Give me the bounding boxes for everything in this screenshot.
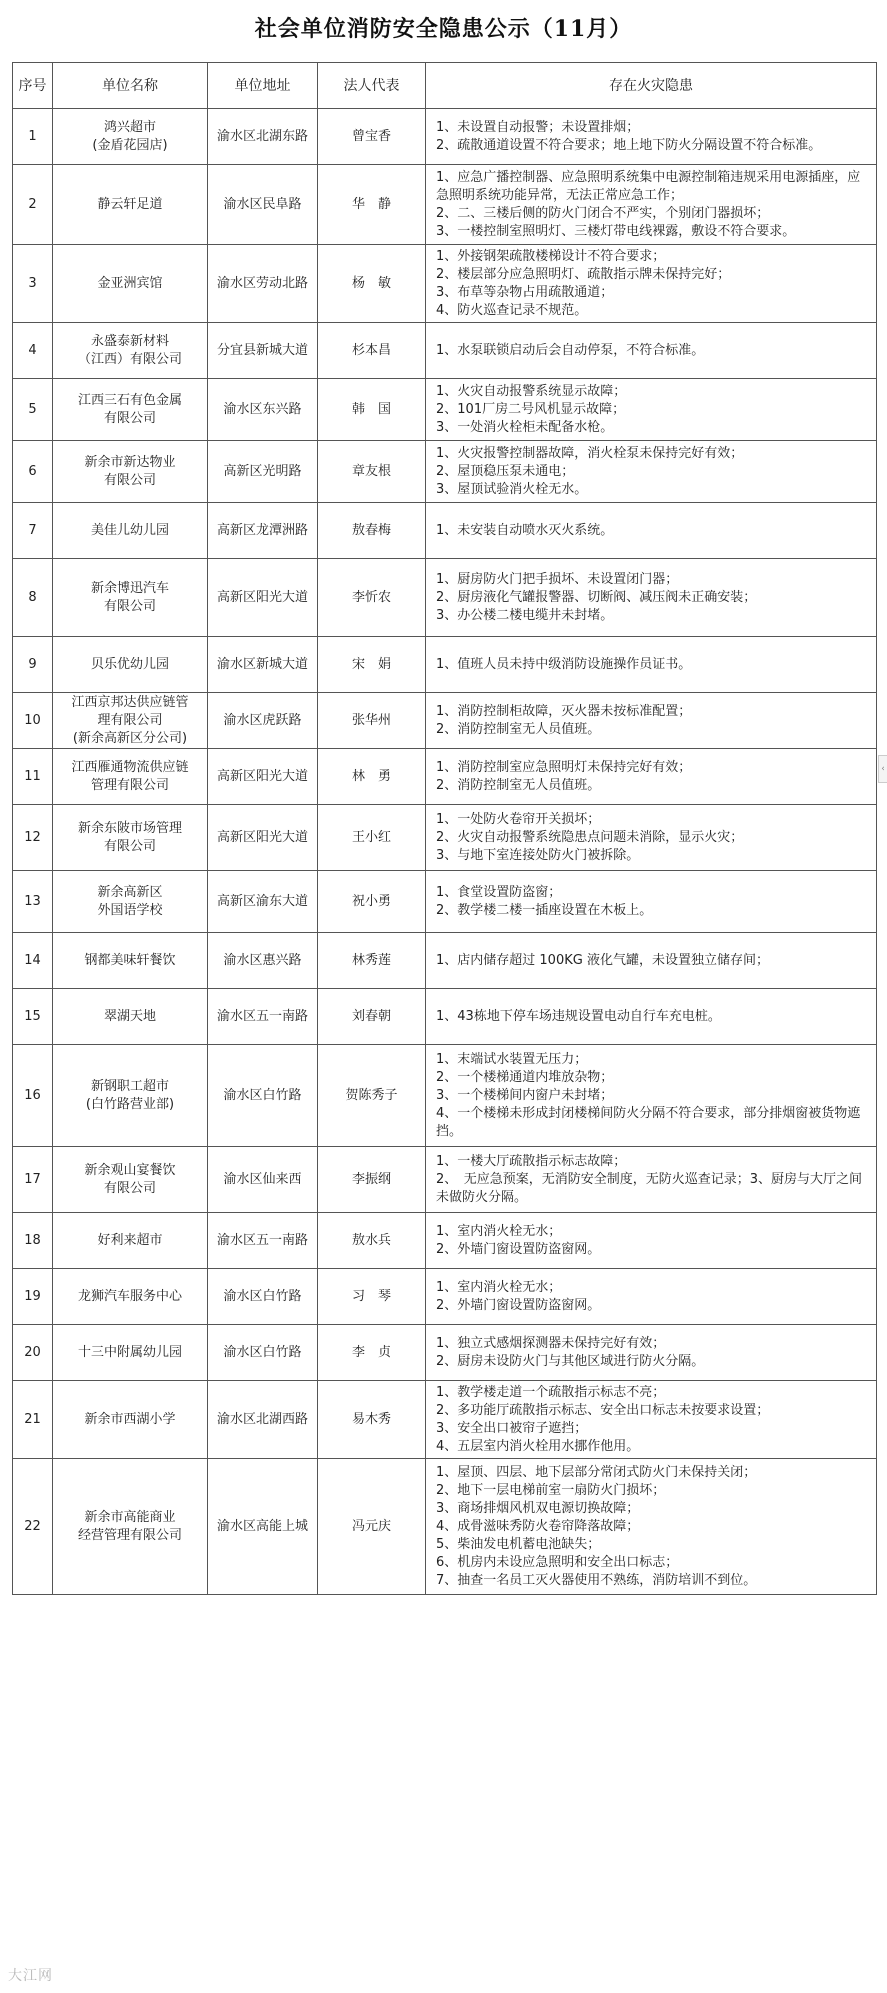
header-address: 单位地址 bbox=[208, 63, 318, 109]
cell-rep: 韩 国 bbox=[318, 379, 426, 441]
table-row bbox=[13, 503, 877, 559]
cell-unit bbox=[53, 1381, 208, 1459]
cell-unit bbox=[53, 1325, 208, 1381]
hazard-item: 1、独立式感烟探测器未保持完好有效； bbox=[436, 1335, 666, 1351]
cell-hazards bbox=[426, 1269, 877, 1325]
cell-address: 分宜县新城大道 bbox=[208, 323, 318, 379]
cell-unit bbox=[53, 379, 208, 441]
table-row bbox=[13, 805, 877, 871]
unit-name-line: 管理有限公司 bbox=[90, 777, 169, 793]
hazard-item: 1、一楼大厅疏散指示标志故障； bbox=[436, 1153, 627, 1169]
hazard-item: 1、屋顶、四层、地下层部分常闭式防火门未保持关闭； bbox=[436, 1464, 757, 1480]
cell-address: 渝水区北湖东路 bbox=[208, 109, 318, 165]
table-row bbox=[13, 165, 877, 245]
watermark: 大江网 bbox=[8, 1968, 53, 1984]
cell-rep: 敖春梅 bbox=[318, 503, 426, 559]
unit-name-line: 江西三石有色金属 bbox=[77, 392, 182, 408]
hazard-item: 3、一处消火栓柜未配备水枪。 bbox=[436, 419, 614, 435]
unit-name-line: 金亚洲宾馆 bbox=[97, 275, 163, 291]
unit-name-line: 新余观山宴餐饮 bbox=[84, 1162, 176, 1178]
cell-rep: 李振纲 bbox=[318, 1147, 426, 1213]
hazard-item: 1、未安装自动喷水灭火系统。 bbox=[436, 522, 614, 538]
cell-hazards bbox=[426, 637, 877, 693]
table-row bbox=[13, 441, 877, 503]
unit-name-line: 江西京邦达供应链管 bbox=[71, 694, 189, 710]
cell-no: 10 bbox=[13, 693, 53, 749]
table-row bbox=[13, 1045, 877, 1147]
hazard-item: 1、火灾自动报警系统显示故障； bbox=[436, 383, 627, 399]
hazard-item: 1、外接钢架疏散楼梯设计不符合要求； bbox=[436, 248, 666, 264]
hazard-item: 2、火灾自动报警系统隐患点问题未消除，显示火灾； bbox=[436, 829, 744, 845]
unit-name-line: (金盾花园店) bbox=[92, 137, 168, 153]
hazard-item: 3、布草等杂物占用疏散通道； bbox=[436, 284, 614, 300]
table-row bbox=[13, 559, 877, 637]
cell-address: 高新区阳光大道 bbox=[208, 749, 318, 805]
cell-no: 17 bbox=[13, 1147, 53, 1213]
cell-hazards bbox=[426, 805, 877, 871]
unit-name-line: （江西）有限公司 bbox=[77, 351, 182, 367]
cell-address: 高新区阳光大道 bbox=[208, 805, 318, 871]
cell-hazards bbox=[426, 1325, 877, 1381]
cell-address: 渝水区虎跃路 bbox=[208, 693, 318, 749]
cell-address: 渝水区东兴路 bbox=[208, 379, 318, 441]
cell-rep: 张华州 bbox=[318, 693, 426, 749]
cell-no: 4 bbox=[13, 323, 53, 379]
cell-hazards bbox=[426, 503, 877, 559]
hazard-item: 4、五层室内消火栓用水挪作他用。 bbox=[436, 1438, 640, 1454]
hazard-item: 2、疏散通道设置不符合要求；地上地下防火分隔设置不符合标准。 bbox=[436, 137, 822, 153]
cell-rep: 易木秀 bbox=[318, 1381, 426, 1459]
cell-rep: 杨 敏 bbox=[318, 245, 426, 323]
unit-name-line: 贝乐优幼儿园 bbox=[90, 656, 169, 672]
cell-no: 19 bbox=[13, 1269, 53, 1325]
cell-rep: 李 贞 bbox=[318, 1325, 426, 1381]
table-row bbox=[13, 871, 877, 933]
hazard-item: 2、厨房未设防火门与其他区域进行防火分隔。 bbox=[436, 1353, 705, 1369]
cell-hazards bbox=[426, 379, 877, 441]
cell-no: 18 bbox=[13, 1213, 53, 1269]
hazard-item: 1、厨房防火门把手损坏、未设置闭门器； bbox=[436, 571, 679, 587]
hazard-item: 2、 无应急预案，无消防安全制度，无防火巡查记录；3、厨房与大厅之间未做防火分隔。 bbox=[436, 1171, 863, 1205]
cell-no: 20 bbox=[13, 1325, 53, 1381]
unit-name-line: 新余博迅汽车 bbox=[90, 580, 169, 596]
table-body bbox=[13, 109, 877, 1595]
cell-rep: 杉本昌 bbox=[318, 323, 426, 379]
cell-address: 渝水区民阜路 bbox=[208, 165, 318, 245]
cell-unit bbox=[53, 503, 208, 559]
hazard-item: 3、一楼控制室照明灯、三楼灯带电线裸露，敷设不符合要求。 bbox=[436, 223, 796, 239]
hazard-item: 1、末端试水装置无压力； bbox=[436, 1051, 588, 1067]
cell-address: 渝水区高能上城 bbox=[208, 1459, 318, 1595]
table-row bbox=[13, 1147, 877, 1213]
cell-hazards bbox=[426, 1381, 877, 1459]
cell-hazards bbox=[426, 933, 877, 989]
cell-hazards bbox=[426, 1045, 877, 1147]
cell-unit bbox=[53, 1459, 208, 1595]
table-row bbox=[13, 1459, 877, 1595]
cell-address: 渝水区五一南路 bbox=[208, 989, 318, 1045]
cell-address: 渝水区惠兴路 bbox=[208, 933, 318, 989]
cell-rep: 章友根 bbox=[318, 441, 426, 503]
cell-address: 渝水区白竹路 bbox=[208, 1325, 318, 1381]
cell-rep: 华 静 bbox=[318, 165, 426, 245]
cell-address: 渝水区白竹路 bbox=[208, 1269, 318, 1325]
cell-address: 渝水区五一南路 bbox=[208, 1213, 318, 1269]
cell-no: 3 bbox=[13, 245, 53, 323]
table-row bbox=[13, 245, 877, 323]
cell-hazards bbox=[426, 989, 877, 1045]
cell-no: 13 bbox=[13, 871, 53, 933]
cell-address: 渝水区劳动北路 bbox=[208, 245, 318, 323]
hazard-item: 1、教学楼走道一个疏散指示标志不亮； bbox=[436, 1384, 666, 1400]
cell-address: 渝水区白竹路 bbox=[208, 1045, 318, 1147]
hazard-item: 2、一个楼梯通道内堆放杂物； bbox=[436, 1069, 614, 1085]
unit-name-line: 新余高新区 bbox=[97, 884, 163, 900]
cell-rep: 王小红 bbox=[318, 805, 426, 871]
hazard-item: 3、屋顶试验消火栓无水。 bbox=[436, 481, 588, 497]
hazard-item: 4、一个楼梯未形成封闭楼梯间防火分隔不符合要求，部分排烟窗被货物遮挡。 bbox=[436, 1105, 861, 1139]
unit-name-line: 有限公司 bbox=[103, 838, 156, 854]
cell-rep: 习 琴 bbox=[318, 1269, 426, 1325]
unit-name-line: 新余市新达物业 bbox=[84, 454, 176, 470]
cell-unit bbox=[53, 245, 208, 323]
unit-name-line: 美佳儿幼儿园 bbox=[90, 522, 169, 538]
hazard-item: 4、防火巡查记录不规范。 bbox=[436, 302, 588, 318]
cell-unit bbox=[53, 749, 208, 805]
cell-no: 22 bbox=[13, 1459, 53, 1595]
hazard-item: 2、101厂房二号风机显示故障； bbox=[436, 401, 626, 417]
cell-no: 14 bbox=[13, 933, 53, 989]
hazard-item: 2、外墙门窗设置防盗窗网。 bbox=[436, 1241, 601, 1257]
cell-no: 9 bbox=[13, 637, 53, 693]
table-row bbox=[13, 749, 877, 805]
unit-name-line: 翠湖天地 bbox=[103, 1008, 156, 1024]
cell-unit bbox=[53, 323, 208, 379]
cell-address: 高新区渝东大道 bbox=[208, 871, 318, 933]
cell-address: 高新区龙潭洲路 bbox=[208, 503, 318, 559]
cell-no: 11 bbox=[13, 749, 53, 805]
cell-rep: 冯元庆 bbox=[318, 1459, 426, 1595]
cell-address: 渝水区仙来西 bbox=[208, 1147, 318, 1213]
header-no: 序号 bbox=[13, 63, 53, 109]
hazard-item: 3、安全出口被帘子遮挡； bbox=[436, 1420, 588, 1436]
hazard-item: 2、二、三楼后侧的防火门闭合不严实，个别闭门器损坏； bbox=[436, 205, 770, 221]
cell-no: 7 bbox=[13, 503, 53, 559]
cell-hazards bbox=[426, 441, 877, 503]
cell-hazards bbox=[426, 1459, 877, 1595]
cell-no: 15 bbox=[13, 989, 53, 1045]
table-row bbox=[13, 1325, 877, 1381]
cell-hazards bbox=[426, 1213, 877, 1269]
cell-no: 6 bbox=[13, 441, 53, 503]
hazard-item: 3、一个楼梯间内窗户未封堵； bbox=[436, 1087, 614, 1103]
cell-hazards bbox=[426, 693, 877, 749]
cell-no: 16 bbox=[13, 1045, 53, 1147]
cell-unit bbox=[53, 989, 208, 1045]
unit-name-line: 有限公司 bbox=[103, 598, 156, 614]
cell-no: 2 bbox=[13, 165, 53, 245]
page-title: 社会单位消防安全隐患公示（11月） bbox=[254, 16, 633, 42]
table-row bbox=[13, 1269, 877, 1325]
cell-rep: 祝小勇 bbox=[318, 871, 426, 933]
unit-name-line: 有限公司 bbox=[103, 1180, 156, 1196]
cell-hazards bbox=[426, 1147, 877, 1213]
hazard-item: 1、应急广播控制器、应急照明系统集中电源控制箱违规采用电源插座，应急照明系统功能异常，无法正常应急工作； bbox=[436, 169, 861, 203]
hazard-item: 5、柴油发电机蓄电池缺失； bbox=[436, 1536, 601, 1552]
cell-unit bbox=[53, 1213, 208, 1269]
cell-rep: 敖水兵 bbox=[318, 1213, 426, 1269]
cell-rep: 曾宝香 bbox=[318, 109, 426, 165]
unit-name-line: 有限公司 bbox=[103, 472, 156, 488]
hazard-item: 1、未设置自动报警；未设置排烟； bbox=[436, 119, 640, 135]
cell-rep: 林秀莲 bbox=[318, 933, 426, 989]
table-row bbox=[13, 1381, 877, 1459]
table-row bbox=[13, 323, 877, 379]
unit-name-line: (新余高新区分公司) bbox=[72, 730, 188, 746]
hazard-item: 1、消防控制柜故障，灭火器未按标准配置； bbox=[436, 703, 692, 719]
cell-rep: 林 勇 bbox=[318, 749, 426, 805]
table-row bbox=[13, 989, 877, 1045]
cell-rep: 贺陈秀子 bbox=[318, 1045, 426, 1147]
cell-no: 8 bbox=[13, 559, 53, 637]
cell-hazards bbox=[426, 749, 877, 805]
unit-name-line: 江西雁通物流供应链 bbox=[71, 759, 189, 775]
hazard-item: 3、与地下室连接处防火门被拆除。 bbox=[436, 847, 640, 863]
unit-name-line: 龙狮汽车服务中心 bbox=[77, 1288, 182, 1304]
hazard-item: 2、屋顶稳压泵未通电； bbox=[436, 463, 575, 479]
cell-hazards bbox=[426, 165, 877, 245]
cell-address: 高新区阳光大道 bbox=[208, 559, 318, 637]
hazard-item: 1、消防控制室应急照明灯未保持完好有效； bbox=[436, 759, 692, 775]
cell-unit bbox=[53, 109, 208, 165]
cell-unit bbox=[53, 637, 208, 693]
hazard-item: 6、机房内未设应急照明和安全出口标志； bbox=[436, 1554, 679, 1570]
hazard-item: 2、外墙门窗设置防盗窗网。 bbox=[436, 1297, 601, 1313]
cell-unit bbox=[53, 1269, 208, 1325]
hazard-item: 2、楼层部分应急照明灯、疏散指示牌未保持完好； bbox=[436, 266, 731, 282]
hazard-item: 1、室内消火栓无水； bbox=[436, 1223, 562, 1239]
header-rep: 法人代表 bbox=[318, 63, 426, 109]
unit-name-line: 静云轩足道 bbox=[97, 196, 163, 212]
cell-hazards bbox=[426, 109, 877, 165]
cell-rep: 宋 娟 bbox=[318, 637, 426, 693]
unit-name-line: 经营管理有限公司 bbox=[77, 1527, 182, 1543]
hazard-item: 1、值班人员未持中级消防设施操作员证书。 bbox=[436, 656, 692, 672]
cell-unit bbox=[53, 165, 208, 245]
table-row bbox=[13, 933, 877, 989]
cell-unit bbox=[53, 1045, 208, 1147]
cell-hazards bbox=[426, 559, 877, 637]
cell-unit bbox=[53, 1147, 208, 1213]
cell-unit bbox=[53, 559, 208, 637]
cell-rep: 李忻农 bbox=[318, 559, 426, 637]
cell-no: 5 bbox=[13, 379, 53, 441]
hazard-item: 1、火灾报警控制器故障，消火栓泵未保持完好有效； bbox=[436, 445, 744, 461]
unit-name-line: 新余市高能商业 bbox=[84, 1509, 176, 1525]
cell-hazards bbox=[426, 245, 877, 323]
cell-no: 12 bbox=[13, 805, 53, 871]
hazard-item: 2、地下一层电梯前室一扇防火门损坏； bbox=[436, 1482, 666, 1498]
hazard-item: 1、食堂设置防盗窗； bbox=[436, 884, 562, 900]
hazard-item: 2、消防控制室无人员值班。 bbox=[436, 721, 601, 737]
cell-hazards bbox=[426, 323, 877, 379]
table-row bbox=[13, 1213, 877, 1269]
hazard-item: 4、成骨滋味秀防火卷帘降落故障； bbox=[436, 1518, 640, 1534]
unit-name-line: 好利来超市 bbox=[97, 1232, 163, 1248]
cell-unit bbox=[53, 693, 208, 749]
cell-address: 高新区光明路 bbox=[208, 441, 318, 503]
side-scroll-tab[interactable]: ‹ bbox=[878, 755, 887, 783]
header-unit: 单位名称 bbox=[53, 63, 208, 109]
cell-hazards bbox=[426, 871, 877, 933]
cell-rep: 刘春朝 bbox=[318, 989, 426, 1045]
unit-name-line: 永盛泰新材料 bbox=[90, 333, 169, 349]
hazard-item: 2、多功能厅疏散指示标志、安全出口标志未按要求设置； bbox=[436, 1402, 770, 1418]
hazard-item: 2、教学楼二楼一插座设置在木板上。 bbox=[436, 902, 653, 918]
hazard-item: 1、店内储存超过 100KG 液化气罐，未设置独立储存间； bbox=[436, 952, 769, 968]
table-row bbox=[13, 693, 877, 749]
hazard-item: 1、水泵联锁启动后会自动停泵，不符合标准。 bbox=[436, 342, 705, 358]
unit-name-line: (白竹路营业部) bbox=[85, 1096, 175, 1112]
table-row bbox=[13, 637, 877, 693]
hazard-item: 3、办公楼二楼电缆井未封堵。 bbox=[436, 607, 614, 623]
unit-name-line: 新钢职工超市 bbox=[90, 1078, 169, 1094]
unit-name-line: 理有限公司 bbox=[97, 712, 163, 728]
cell-address: 渝水区新城大道 bbox=[208, 637, 318, 693]
unit-name-line: 鸿兴超市 bbox=[103, 119, 156, 135]
cell-no: 21 bbox=[13, 1381, 53, 1459]
hazard-item: 2、厨房液化气罐报警器、切断阀、减压阀未正确安装； bbox=[436, 589, 757, 605]
hazard-item: 7、抽查一名员工灭火器使用不熟练，消防培训不到位。 bbox=[436, 1572, 757, 1588]
unit-name-line: 新余东陂市场管理 bbox=[77, 820, 182, 836]
cell-address: 渝水区北湖西路 bbox=[208, 1381, 318, 1459]
unit-name-line: 外国语学校 bbox=[97, 902, 163, 918]
table-row bbox=[13, 379, 877, 441]
hazard-item: 3、商场排烟风机双电源切换故障； bbox=[436, 1500, 640, 1516]
hazard-item: 2、消防控制室无人员值班。 bbox=[436, 777, 601, 793]
unit-name-line: 有限公司 bbox=[103, 410, 156, 426]
unit-name-line: 十三中附属幼儿园 bbox=[77, 1344, 182, 1360]
header-hazards: 存在火灾隐患 bbox=[426, 63, 877, 109]
table-header-row bbox=[13, 63, 877, 109]
cell-unit bbox=[53, 805, 208, 871]
unit-name-line: 钢都美味轩餐饮 bbox=[84, 952, 176, 968]
cell-no: 1 bbox=[13, 109, 53, 165]
cell-unit bbox=[53, 933, 208, 989]
cell-unit bbox=[53, 441, 208, 503]
hazard-item: 1、室内消火栓无水； bbox=[436, 1279, 562, 1295]
hazard-item: 1、一处防火卷帘开关损坏； bbox=[436, 811, 601, 827]
unit-name-line: 新余市西湖小学 bbox=[84, 1411, 176, 1427]
hazard-table bbox=[12, 62, 877, 1595]
cell-unit bbox=[53, 871, 208, 933]
table-row bbox=[13, 109, 877, 165]
hazard-item: 1、43栋地下停车场违规设置电动自行车充电桩。 bbox=[436, 1008, 721, 1024]
